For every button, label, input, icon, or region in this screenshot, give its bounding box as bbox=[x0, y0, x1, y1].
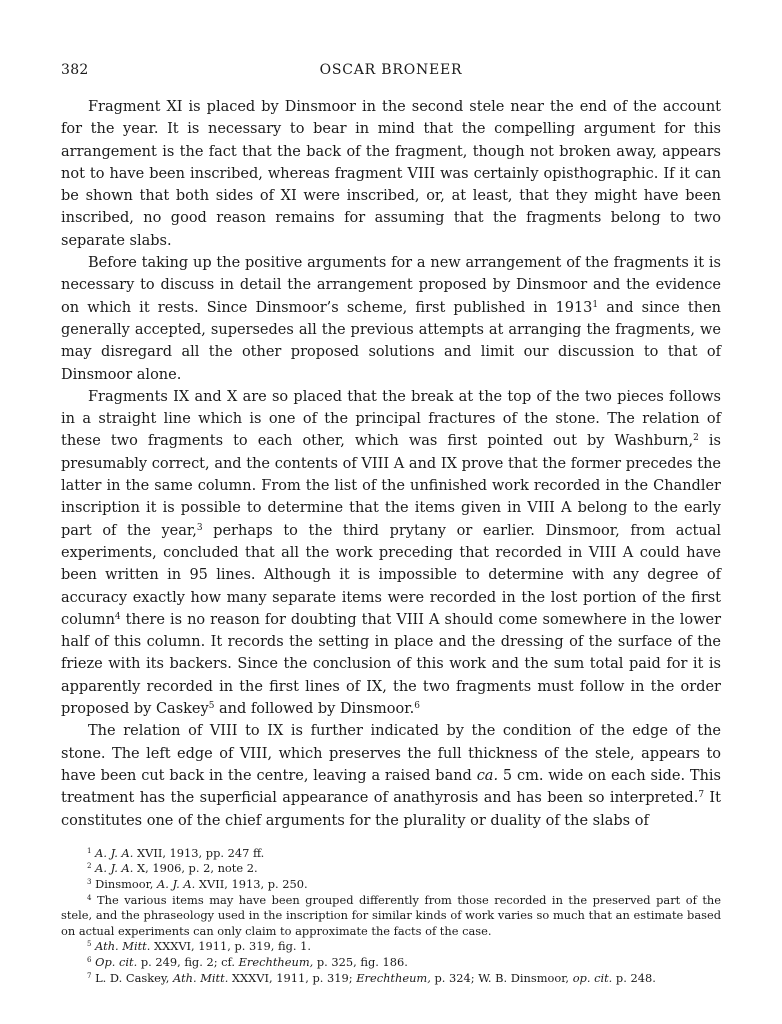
footnote-text: X, 1906, p. 2, note 2. bbox=[133, 861, 258, 876]
footnote-text: p. 324; W. B. Dinsmoor, bbox=[430, 970, 573, 985]
footnote-number: 2 bbox=[87, 861, 92, 871]
footnote-italic: Erechtheum, bbox=[238, 954, 314, 969]
footnote-ref: 5 bbox=[208, 701, 215, 712]
footnote-italic: Ath. Mitt. bbox=[95, 939, 151, 954]
footnote-2 bbox=[61, 861, 721, 877]
paragraph-text: there is no reason for doubting that VIII A should come somewhere in the lower half of this column. It records the setting in place and the dressing of the surface of the frieze with its backers. Since the conclusion of this work and the sum total paid for it is apparently recorded in the first lines of IX, the two fragments must follow in the order proposed by Caskey bbox=[61, 611, 721, 718]
footnote-italic: A. J. A. bbox=[95, 861, 134, 876]
footnote-text: XXXVI, 1911, p. 319, fig. 1. bbox=[150, 939, 312, 954]
footnote-italic: op. cit. bbox=[572, 970, 613, 985]
footnote-text: p. 325, fig. 186. bbox=[313, 954, 408, 969]
footnote-ref: 6 bbox=[414, 701, 420, 712]
footnote-ref: 1 bbox=[592, 299, 599, 310]
paragraph-text: is presumably correct, and the contents of VIII A and IX prove that the former precedes the latter in the same column. From the list of the unfinished work recorded in the Chandler inscription it is possible to determine that the items given in VIII A belong to the early part of the year, bbox=[61, 433, 721, 539]
page-number: 382 bbox=[61, 62, 89, 78]
footnote-1 bbox=[61, 846, 721, 862]
paragraph-1: Fragment XI is placed by Dinsmoor in the second stele near the end of the account for the year. It is necessary to bear in mind that the compelling argument for this arrangement is the fact that the back of the fragment, though not broken away, appears not to have been inscribed, whereas fragment VIII was certainly opisthographic. If it can be shown that both sides of XI were inscribed, or, at least, that they might have been inscribed, no good reason remains for assuming that the fragments belong to two separate slabs. bbox=[61, 99, 721, 249]
paragraph-2 bbox=[61, 252, 721, 386]
paragraph-4 bbox=[61, 720, 721, 831]
footnote-6 bbox=[61, 955, 721, 971]
paragraph-3 bbox=[61, 386, 721, 720]
footnote-7 bbox=[61, 971, 721, 987]
footnote-italic: A. J. A. bbox=[157, 876, 196, 891]
paragraph-text: and since then generally accepted, supersedes all the previous attempts at arranging the fragments, we may disregard all the other proposed solutions and limit our discussion to that of Dinsmoor alone. bbox=[61, 299, 721, 383]
footnote-number: 1 bbox=[87, 845, 92, 855]
footnote-number: 6 bbox=[87, 955, 92, 965]
paragraph-text: and followed by Dinsmoor. bbox=[214, 701, 415, 718]
paragraph-italic: ca. bbox=[476, 767, 499, 784]
footnote-text: L. D. Caskey, bbox=[95, 970, 174, 985]
footnote-ref: 7 bbox=[698, 790, 705, 801]
paragraph-text: The relation of VIII to IX is further indicated by the condition of the edge of the stone. The left edge of VIII, which preserves the full thickness of the stele, appears to have been cut back in the centre, leaving a raised band bbox=[61, 723, 721, 784]
paragraph-text: Before taking up the positive arguments for a new arrangement of the fragments it is necessary to discuss in detail the arrangement proposed by Dinsmoor and the evidence on which it rests. Since Dinsmoor’s scheme, first published in 1913 bbox=[61, 255, 721, 316]
footnote-italic: Op. cit. bbox=[95, 954, 138, 969]
footnote-ref: 4 bbox=[114, 611, 121, 622]
paragraph-text: perhaps to the third prytany or earlier. Dinsmoor, from actual experiments, concluded that all the work preceding that recorded in VIII A could have been written in 95 lines. Although it is impossible to determine with any degree of accuracy exactly how many separate items were recorded in the lost portion of the first column bbox=[61, 522, 721, 628]
footnote-5 bbox=[61, 939, 721, 955]
paragraph-text: Fragments IX and X are so placed that the break at the top of the two pieces follows in a straight line which is one of the principal fractures of the stone. The relation of these two fragments to each other, which was first pointed out by Washburn, bbox=[61, 388, 721, 450]
footnote-4 bbox=[61, 893, 721, 940]
page-header bbox=[61, 62, 721, 86]
footnote-text: p. 248. bbox=[612, 970, 656, 985]
footnote-3 bbox=[61, 877, 721, 893]
running-head: OSCAR BRONEER bbox=[319, 62, 463, 78]
footnote-number: 3 bbox=[87, 877, 92, 887]
footnote-italic: A. J. A. bbox=[95, 845, 134, 860]
footnote-ref: 2 bbox=[693, 433, 699, 444]
footnote-italic: Ath. Mitt. bbox=[173, 970, 229, 985]
footnote-number: 7 bbox=[87, 970, 92, 980]
footnote-number: 5 bbox=[87, 939, 92, 949]
footnote-text: XVII, 1913, pp. 247 ff. bbox=[133, 845, 265, 860]
page bbox=[61, 62, 721, 986]
paragraph-text: It constitutes one of the chief arguments for the plurality or duality of the slabs of bbox=[61, 790, 721, 829]
footnote-text: The various items may have been grouped differently from those recorded in the preserved part of the stele, and the phraseology used in the inscription for similar kinds of work varies so much that an estimate based on actual experiments can only claim to approximate the facts of the case. bbox=[61, 892, 721, 938]
footnote-text: XVII, 1913, p. 250. bbox=[195, 876, 308, 891]
body-text bbox=[61, 96, 721, 832]
footnote-text: p. 249, fig. 2; cf. bbox=[137, 954, 239, 969]
footnotes bbox=[61, 846, 721, 986]
footnote-text: Dinsmoor, bbox=[95, 876, 158, 891]
footnote-ref: 3 bbox=[196, 522, 203, 533]
footnote-text: XXXVI, 1911, p. 319; bbox=[228, 970, 357, 985]
footnote-italic: Erechtheum, bbox=[356, 970, 431, 985]
paragraph-text: 5 cm. wide on each side. This treatment has the superficial appearance of anathyrosis and has been so interpreted. bbox=[61, 767, 721, 807]
footnote-number: 4 bbox=[87, 892, 92, 902]
